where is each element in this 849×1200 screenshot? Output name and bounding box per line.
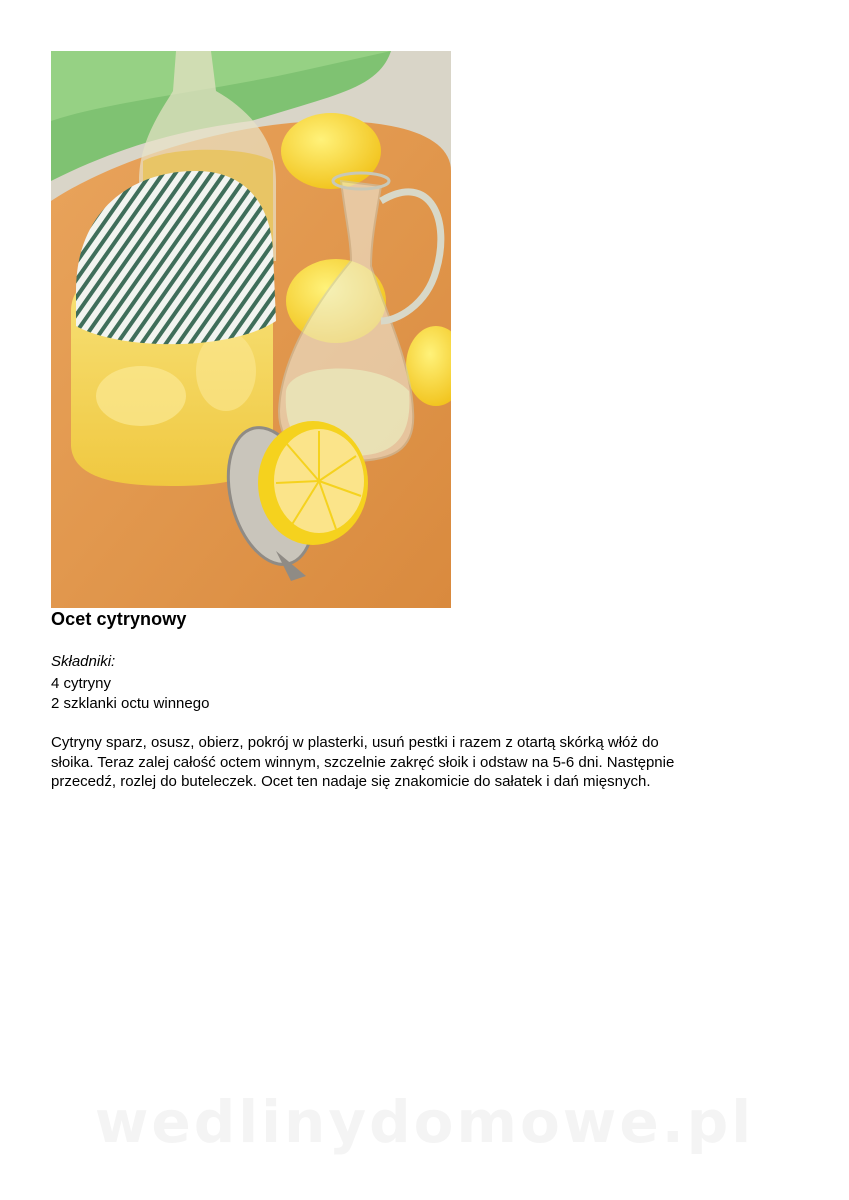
recipe-photo (51, 51, 451, 608)
ingredient-item: 4 cytryny (51, 675, 112, 692)
ingredients-heading: Składniki: (51, 653, 116, 670)
lemon-vinegar-illustration (51, 51, 451, 608)
instructions-line: Cytryny sparz, osusz, obierz, pokrój w plasterki, usuń pestki i razem z otartą skórką włóż do (51, 734, 659, 751)
instructions-line: słoika. Teraz zalej całość octem winnym, szczelnie zakręć słoik i odstaw na 5-6 dni. Następnie (51, 753, 675, 771)
ingredient-item: 2 szklanki octu winnego (51, 694, 210, 712)
site-watermark: wedlinydomowe.pl (94, 1088, 755, 1156)
instructions-line: przecedź, rozlej do buteleczek. Ocet ten nadaje się znakomicie do sałatek i dań mięsnych. (51, 773, 651, 790)
instructions-paragraph (51, 733, 791, 792)
recipe-title: Ocet cytrynowy (51, 609, 187, 629)
ingredients-list (51, 674, 209, 713)
